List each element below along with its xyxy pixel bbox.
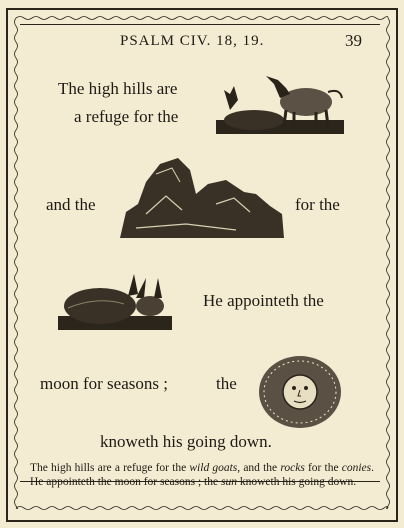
rocks-engraving-icon [116, 154, 286, 242]
text-line-5-left: moon for seasons ; [40, 374, 168, 393]
text-line-1: The high hills are [58, 79, 178, 98]
sun-face-engraving-icon [257, 354, 343, 430]
text-line-6: knoweth his going down. [100, 432, 272, 451]
text-line-5-mid: the [216, 374, 237, 393]
page-header [20, 30, 380, 50]
caption-italic-rocks: rocks [280, 462, 305, 474]
text-line-4: He appointeth the [203, 291, 324, 310]
caption-text-4: . He appointeth the moon for seasons ; the [30, 462, 375, 488]
page-number: 39 [345, 31, 362, 50]
caption-italic-sun: sun [221, 476, 237, 488]
caption-text-5: knoweth his going down. [236, 476, 357, 488]
conies-engraving-icon [58, 268, 174, 334]
text-line-3-right: for the [295, 195, 340, 214]
caption-text-3: for the [304, 462, 342, 474]
scripture-caption [30, 461, 374, 489]
text-line-2: a refuge for the [74, 107, 179, 126]
caption-text-1: The high hills are a refuge for the [30, 462, 190, 474]
caption-text-2: , and the [237, 462, 281, 474]
running-head: PSALM CIV. 18, 19. [120, 33, 265, 49]
caption-italic-wild-goats: wild goats [189, 462, 238, 474]
goats-engraving-icon [216, 70, 346, 138]
caption-italic-conies: conies [341, 462, 372, 474]
text-line-3-left: and the [46, 195, 96, 214]
